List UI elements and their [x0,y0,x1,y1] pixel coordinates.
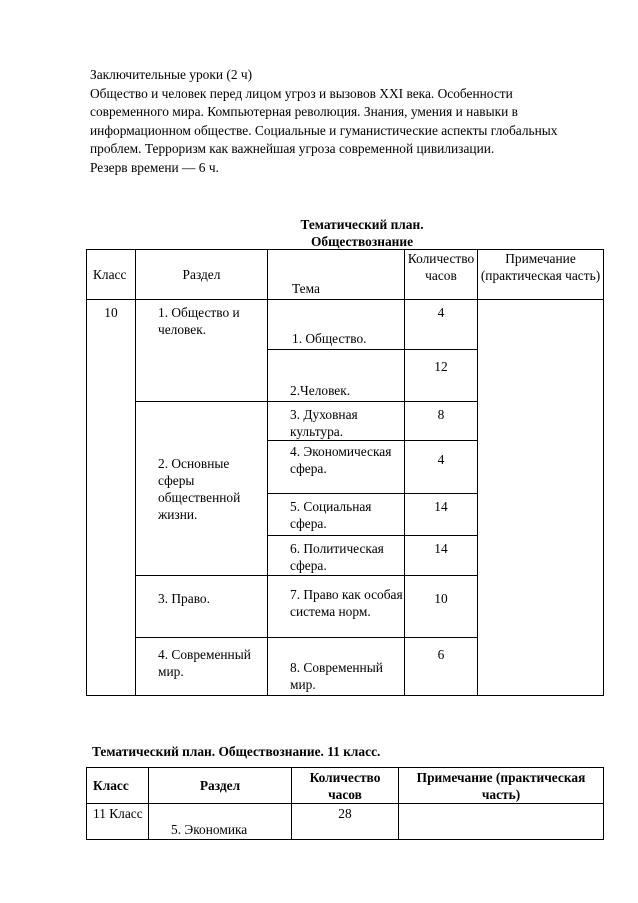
hours-7: 10 [405,576,478,638]
topic-4: 4. Экономическая сфера. [268,441,405,494]
topic-3: 3. Духовная культура. [268,402,405,441]
final-lessons-heading: Заключительные уроки (2 ч) [90,67,253,82]
header-note: Примечание (практическая часть) [399,768,604,804]
header-section: Раздел [136,250,268,300]
section-1: 1. Общество и человек. [136,300,268,402]
plan10-title-line1: Тематический план. [300,217,424,232]
topic-6: 6. Политическая сфера. [268,536,405,576]
hours-1: 4 [405,300,478,350]
class-value: 10 [87,300,136,696]
header-class: Класс [87,250,136,300]
topic-2: 2.Человек. [268,350,405,402]
plan11-table [86,767,604,840]
header-section: Раздел [149,768,292,804]
plan11-title: Тематический план. Обществознание. 11 класс. [92,744,381,759]
section-4: 4. Современный мир. [136,638,268,696]
hours-3: 8 [405,402,478,441]
note-cell [399,804,604,840]
header-hours: Количество часов [292,768,399,804]
section-2: 2. Основные сферы общественной жизни. [136,402,268,576]
topic-7: 7. Право как особая система норм. [268,576,405,638]
table-row [87,804,604,840]
plan10-header-row [87,250,604,300]
intro-text [90,66,590,178]
header-note: Примечание (практическая часть) [478,250,604,300]
hours-2: 12 [405,350,478,402]
topic-8: 8. Современный мир. [268,638,405,696]
final-lessons-paragraph: Общество и человек перед лицом угроз и вызовов XXI века. Особенности современного мира. Компьютерная революция. Знания, умения и навыки в информационном обществе. Социальные и гуманистические аспекты глобальных проблем. Терроризм как важнейшая угроза современной цивилизации. [90,85,558,157]
section-5: 5. Экономика [149,804,292,840]
class-value: 11 Класс [87,804,149,840]
reserve-time: Резерв времени — 6 ч. [90,159,219,175]
hours-4: 4 [405,441,478,494]
plan10-title [262,216,462,250]
hours-8: 6 [405,638,478,696]
hours-5: 14 [405,494,478,536]
plan10-table [86,249,604,696]
header-class: Класс [87,768,149,804]
hours-value: 28 [292,804,399,840]
plan10-title-line2: Обществознание [310,234,414,249]
topic-5: 5. Социальная сфера. [268,494,405,536]
header-topic: Тема [268,250,405,300]
header-hours: Количество часов [405,250,478,300]
section-3: 3. Право. [136,576,268,638]
table-row [87,300,604,350]
plan11-header-row [87,768,604,804]
note-cell [478,300,604,696]
hours-6: 14 [405,536,478,576]
topic-1: 1. Общество. [268,300,405,350]
